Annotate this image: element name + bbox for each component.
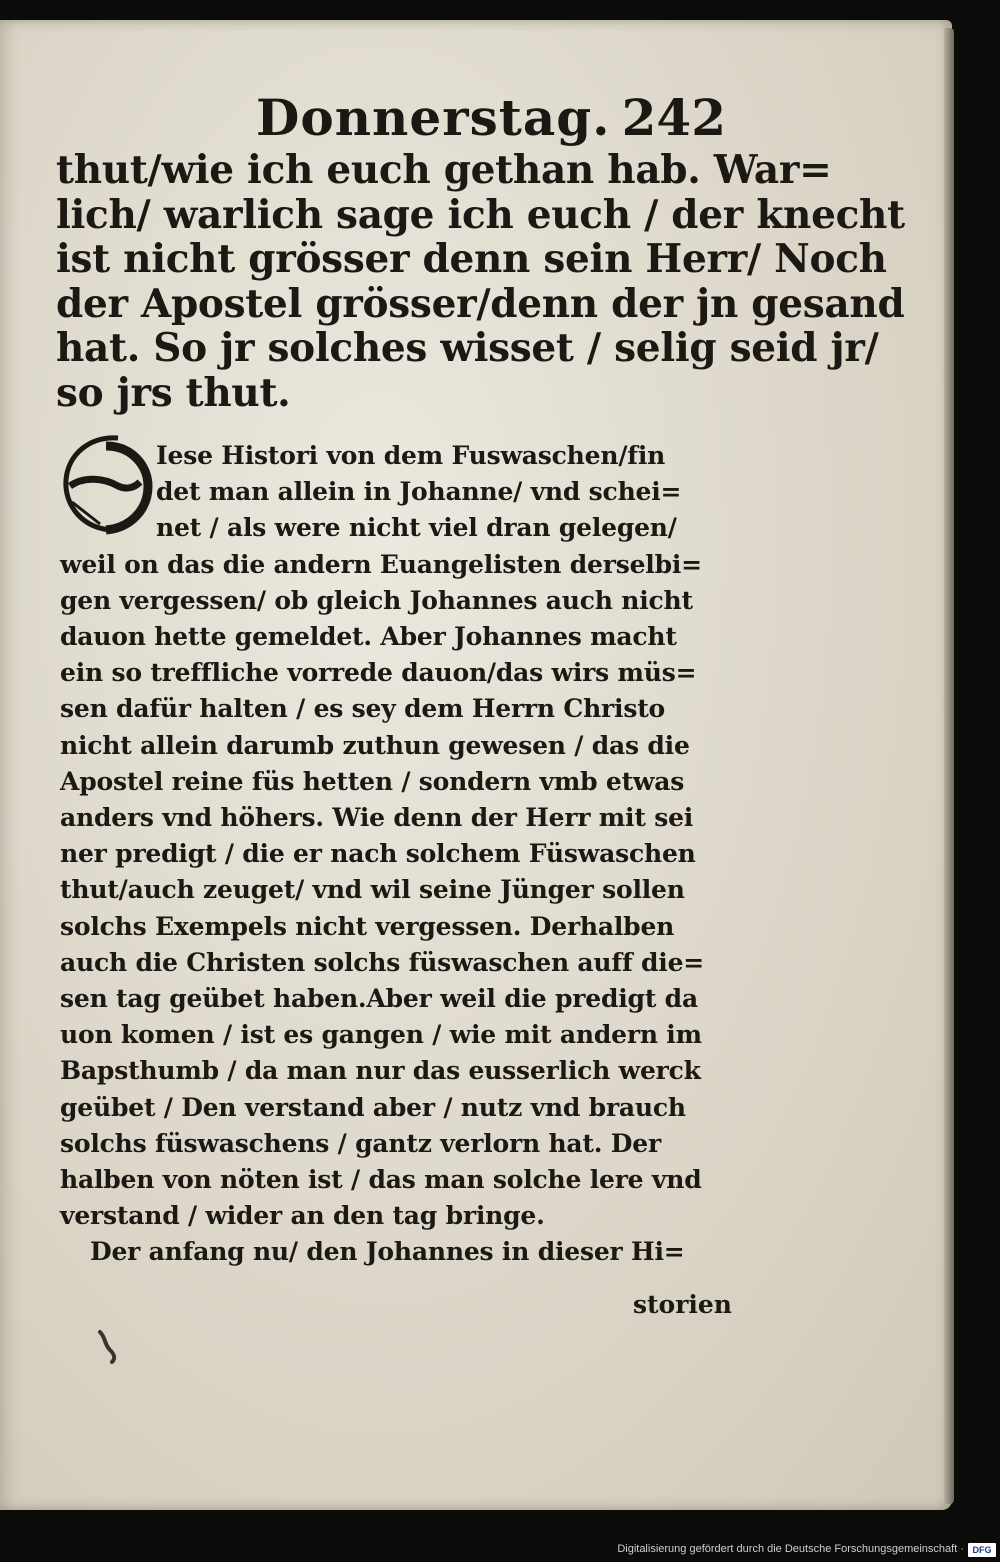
text-line: thut/wie ich euch gethan hab. War= — [56, 147, 832, 193]
text-line: ein so treffliche vorrede dauon/das wirs müs= — [60, 658, 697, 688]
commentary-text — [60, 438, 736, 1271]
text-line: solchs füswaschens / gantz verlorn hat. Der — [60, 1128, 661, 1158]
running-head: Donnerstag. — [256, 88, 611, 147]
text-line: gen vergessen/ ob gleich Johannes auch nicht — [60, 585, 693, 615]
initial-letter: D — [90, 496, 91, 497]
text-line: Iese Histori von dem Fuswaschen/fin — [156, 441, 666, 470]
text-line: verstand / wider an den tag bringe. — [60, 1201, 545, 1231]
text-line: so jrs thut. — [56, 369, 291, 416]
page-number: 242 — [621, 88, 726, 147]
text-line: sen dafür halten / es sey dem Herrn Christo — [60, 694, 666, 724]
text-line: geübet / Den verstand aber / nutz vnd brauch — [60, 1092, 686, 1122]
text-line: hat. So jr solches wisset / selig seid jr/ — [56, 325, 879, 371]
text-line: der Apostel grösser/denn der jn gesand — [56, 280, 905, 327]
text-line: halben von nöten ist / das man solche lere vnd — [60, 1165, 702, 1195]
ink-smudge — [96, 1330, 120, 1364]
text-line: anders vnd höhers. Wie denn der Herr mit sei — [60, 803, 694, 833]
text-line: auch die Christen solchs füswaschen auff die= — [60, 947, 705, 977]
text-line: sen tag geübet haben.Aber weil die predigt da — [60, 984, 698, 1014]
text-line: solchs Exempels nicht vergessen. Derhalben — [60, 911, 675, 941]
text-line: nicht allein darumb zuthun gewesen / das die — [60, 730, 690, 760]
page-edge — [944, 28, 954, 1504]
text-line: lich/ warlich sage ich euch / der knecht — [56, 191, 905, 238]
text-line: Apostel reine füs hetten / sondern vmb etwas — [60, 766, 685, 796]
page-header — [256, 78, 726, 158]
text-line: uon komen / ist es gangen / wie mit andern im — [60, 1020, 702, 1050]
text-line: weil on das die andern Euangelisten derselbi= — [60, 549, 702, 579]
text-line: thut/auch zeuget/ vnd wil seine Jünger sollen — [60, 875, 685, 905]
scripture-passage — [56, 147, 905, 416]
text-line: ist nicht grösser denn sein Herr/ Noch — [56, 236, 887, 282]
funding-credit: Digitalisierung gefördert durch die Deutsche Forschungsgemeinschaft · — [617, 1543, 964, 1555]
text-line: Der anfang nu/ den Johannes in dieser Hi= — [90, 1237, 685, 1267]
text-line: ner predigt / die er nach solchem Füswaschen — [60, 839, 696, 869]
text-line: det man allein in Johanne/ vnd schei= — [156, 477, 682, 507]
text-line: Bapsthumb / da man nur das eusserlich werck — [60, 1056, 701, 1086]
dfg-logo: DFG — [968, 1543, 996, 1557]
text-line: dauon hette gemeldet. Aber Johannes macht — [60, 622, 677, 652]
text-line: net / als were nicht viel dran gelegen/ — [156, 513, 677, 543]
digitization-footer — [0, 1540, 1000, 1562]
catchword: storien — [632, 1290, 732, 1319]
